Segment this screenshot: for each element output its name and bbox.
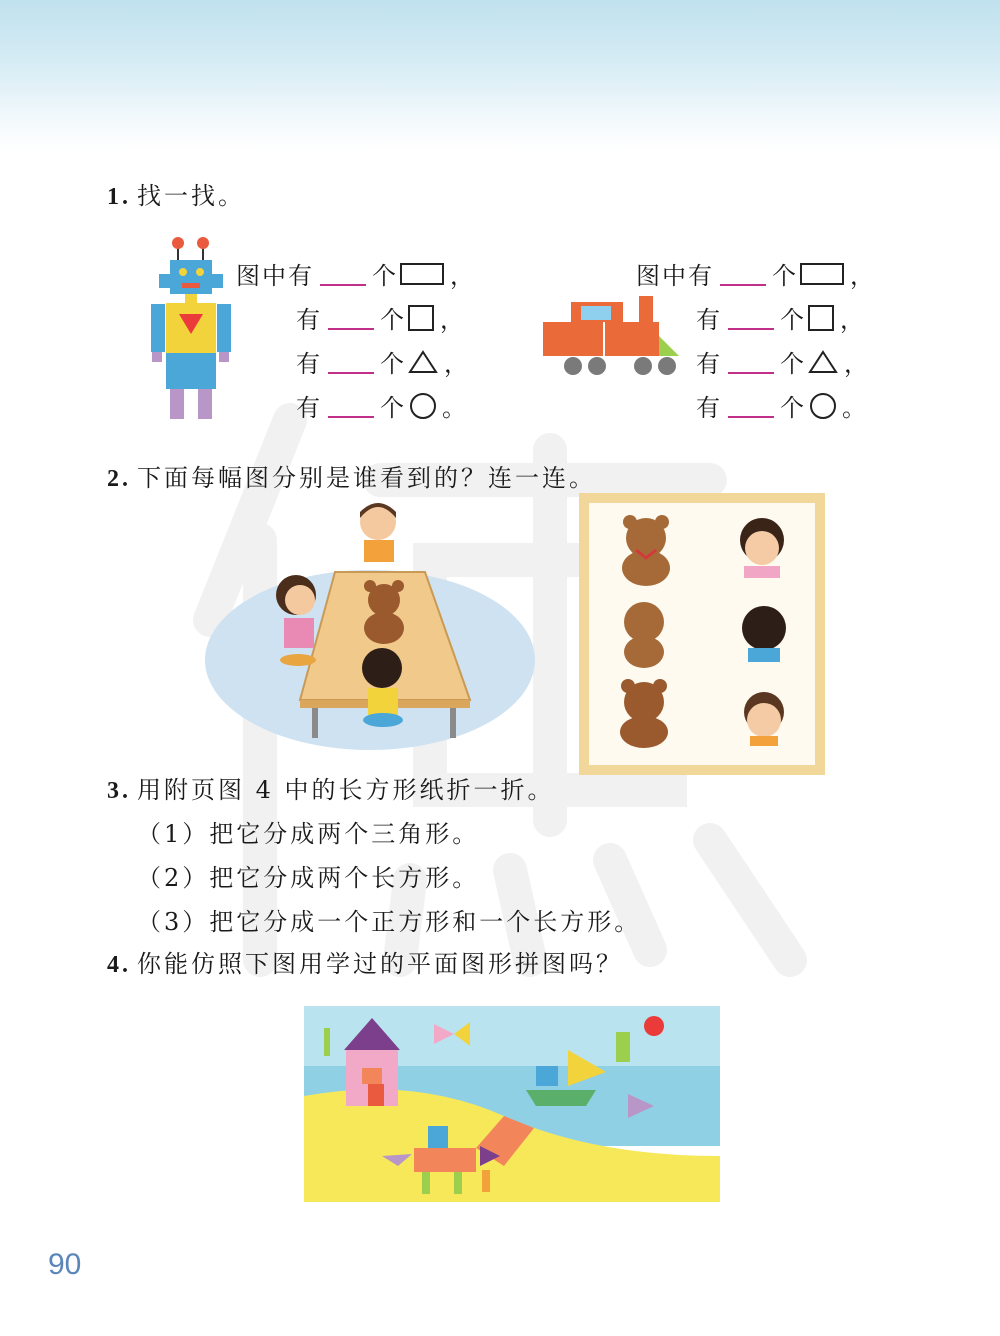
table-scene-illustration xyxy=(200,500,540,760)
row-unit: 个 xyxy=(380,350,406,378)
row-unit: 个 xyxy=(380,394,406,422)
q4-text: 你能仿照下图用学过的平面图形拼图吗？ xyxy=(137,950,623,978)
q2-number: 2. xyxy=(107,466,131,492)
q1-right-row-1 xyxy=(636,256,876,291)
row-prefix: 有 xyxy=(696,306,722,334)
row-unit: 个 xyxy=(772,262,798,290)
answer-blank[interactable] xyxy=(328,350,374,374)
answer-blank[interactable] xyxy=(328,306,374,330)
q3-text: 用附页图 4 中的长方形纸折一折。 xyxy=(137,776,555,804)
q3-item-2: （2）把它分成两个长方形。 xyxy=(137,864,480,892)
q2-text: 下面每幅图分别是谁看到的？连一连。 xyxy=(137,464,596,492)
row-prefix: 有 xyxy=(296,306,322,334)
answer-blank[interactable] xyxy=(728,350,774,374)
q1-left-row-4 xyxy=(296,388,468,423)
q1-left-row-2 xyxy=(296,300,466,335)
row-prefix: 有 xyxy=(696,394,722,422)
q1-text: 找一找。 xyxy=(137,182,245,210)
q1-right-row-3 xyxy=(696,344,870,379)
page-number: 90 xyxy=(48,1248,82,1281)
row-punct: ， xyxy=(444,350,470,378)
q1-right-row-4 xyxy=(696,388,868,423)
row-punct: ， xyxy=(840,306,866,334)
q3-title xyxy=(107,770,555,805)
girl-front-view[interactable] xyxy=(740,518,784,578)
q3-number: 3. xyxy=(107,778,131,804)
q1-title xyxy=(107,176,245,211)
answer-blank[interactable] xyxy=(320,262,366,286)
square-icon xyxy=(808,305,834,331)
triangle-icon xyxy=(808,350,838,374)
row-unit: 个 xyxy=(372,262,398,290)
answer-blank[interactable] xyxy=(720,262,766,286)
robot-illustration xyxy=(148,234,233,424)
answer-blank[interactable] xyxy=(728,394,774,418)
row-punct: 。 xyxy=(442,394,468,422)
row-unit: 个 xyxy=(780,350,806,378)
q3-item-3: （3）把它分成一个正方形和一个长方形。 xyxy=(137,908,642,936)
triangle-icon xyxy=(408,350,438,374)
bear-side-view[interactable] xyxy=(624,602,664,668)
row-unit: 个 xyxy=(780,306,806,334)
row-prefix: 有 xyxy=(696,350,722,378)
circle-icon xyxy=(410,393,436,419)
square-icon xyxy=(408,305,434,331)
q1-number: 1. xyxy=(107,184,131,210)
boy-front-view[interactable] xyxy=(744,692,784,746)
circle-icon xyxy=(810,393,836,419)
rectangle-icon xyxy=(400,263,444,285)
q2-title xyxy=(107,458,596,493)
q1-left-row-3 xyxy=(296,344,470,379)
rectangle-icon xyxy=(800,263,844,285)
row-unit: 个 xyxy=(380,306,406,334)
view-choices-card xyxy=(578,488,828,778)
q3-item-1: （1）把它分成两个三角形。 xyxy=(137,820,480,848)
answer-blank[interactable] xyxy=(328,394,374,418)
row-punct: 。 xyxy=(842,394,868,422)
train-illustration xyxy=(543,292,683,382)
q4-number: 4. xyxy=(107,952,131,978)
row-prefix: 有 xyxy=(296,350,322,378)
row-prefix: 图中有 xyxy=(636,262,714,290)
row-prefix: 有 xyxy=(296,394,322,422)
row-unit: 个 xyxy=(780,394,806,422)
answer-blank[interactable] xyxy=(728,306,774,330)
row-prefix: 图中有 xyxy=(236,262,314,290)
row-punct: ， xyxy=(450,262,476,290)
girl-back-view[interactable] xyxy=(742,606,786,662)
row-punct: ， xyxy=(440,306,466,334)
tangram-scene-illustration xyxy=(304,1006,720,1202)
q4-title xyxy=(107,944,623,979)
row-punct: ， xyxy=(844,350,870,378)
row-punct: ， xyxy=(850,262,876,290)
header-band xyxy=(0,0,1000,150)
q1-left-row-1 xyxy=(236,256,476,291)
q1-right-row-2 xyxy=(696,300,866,335)
